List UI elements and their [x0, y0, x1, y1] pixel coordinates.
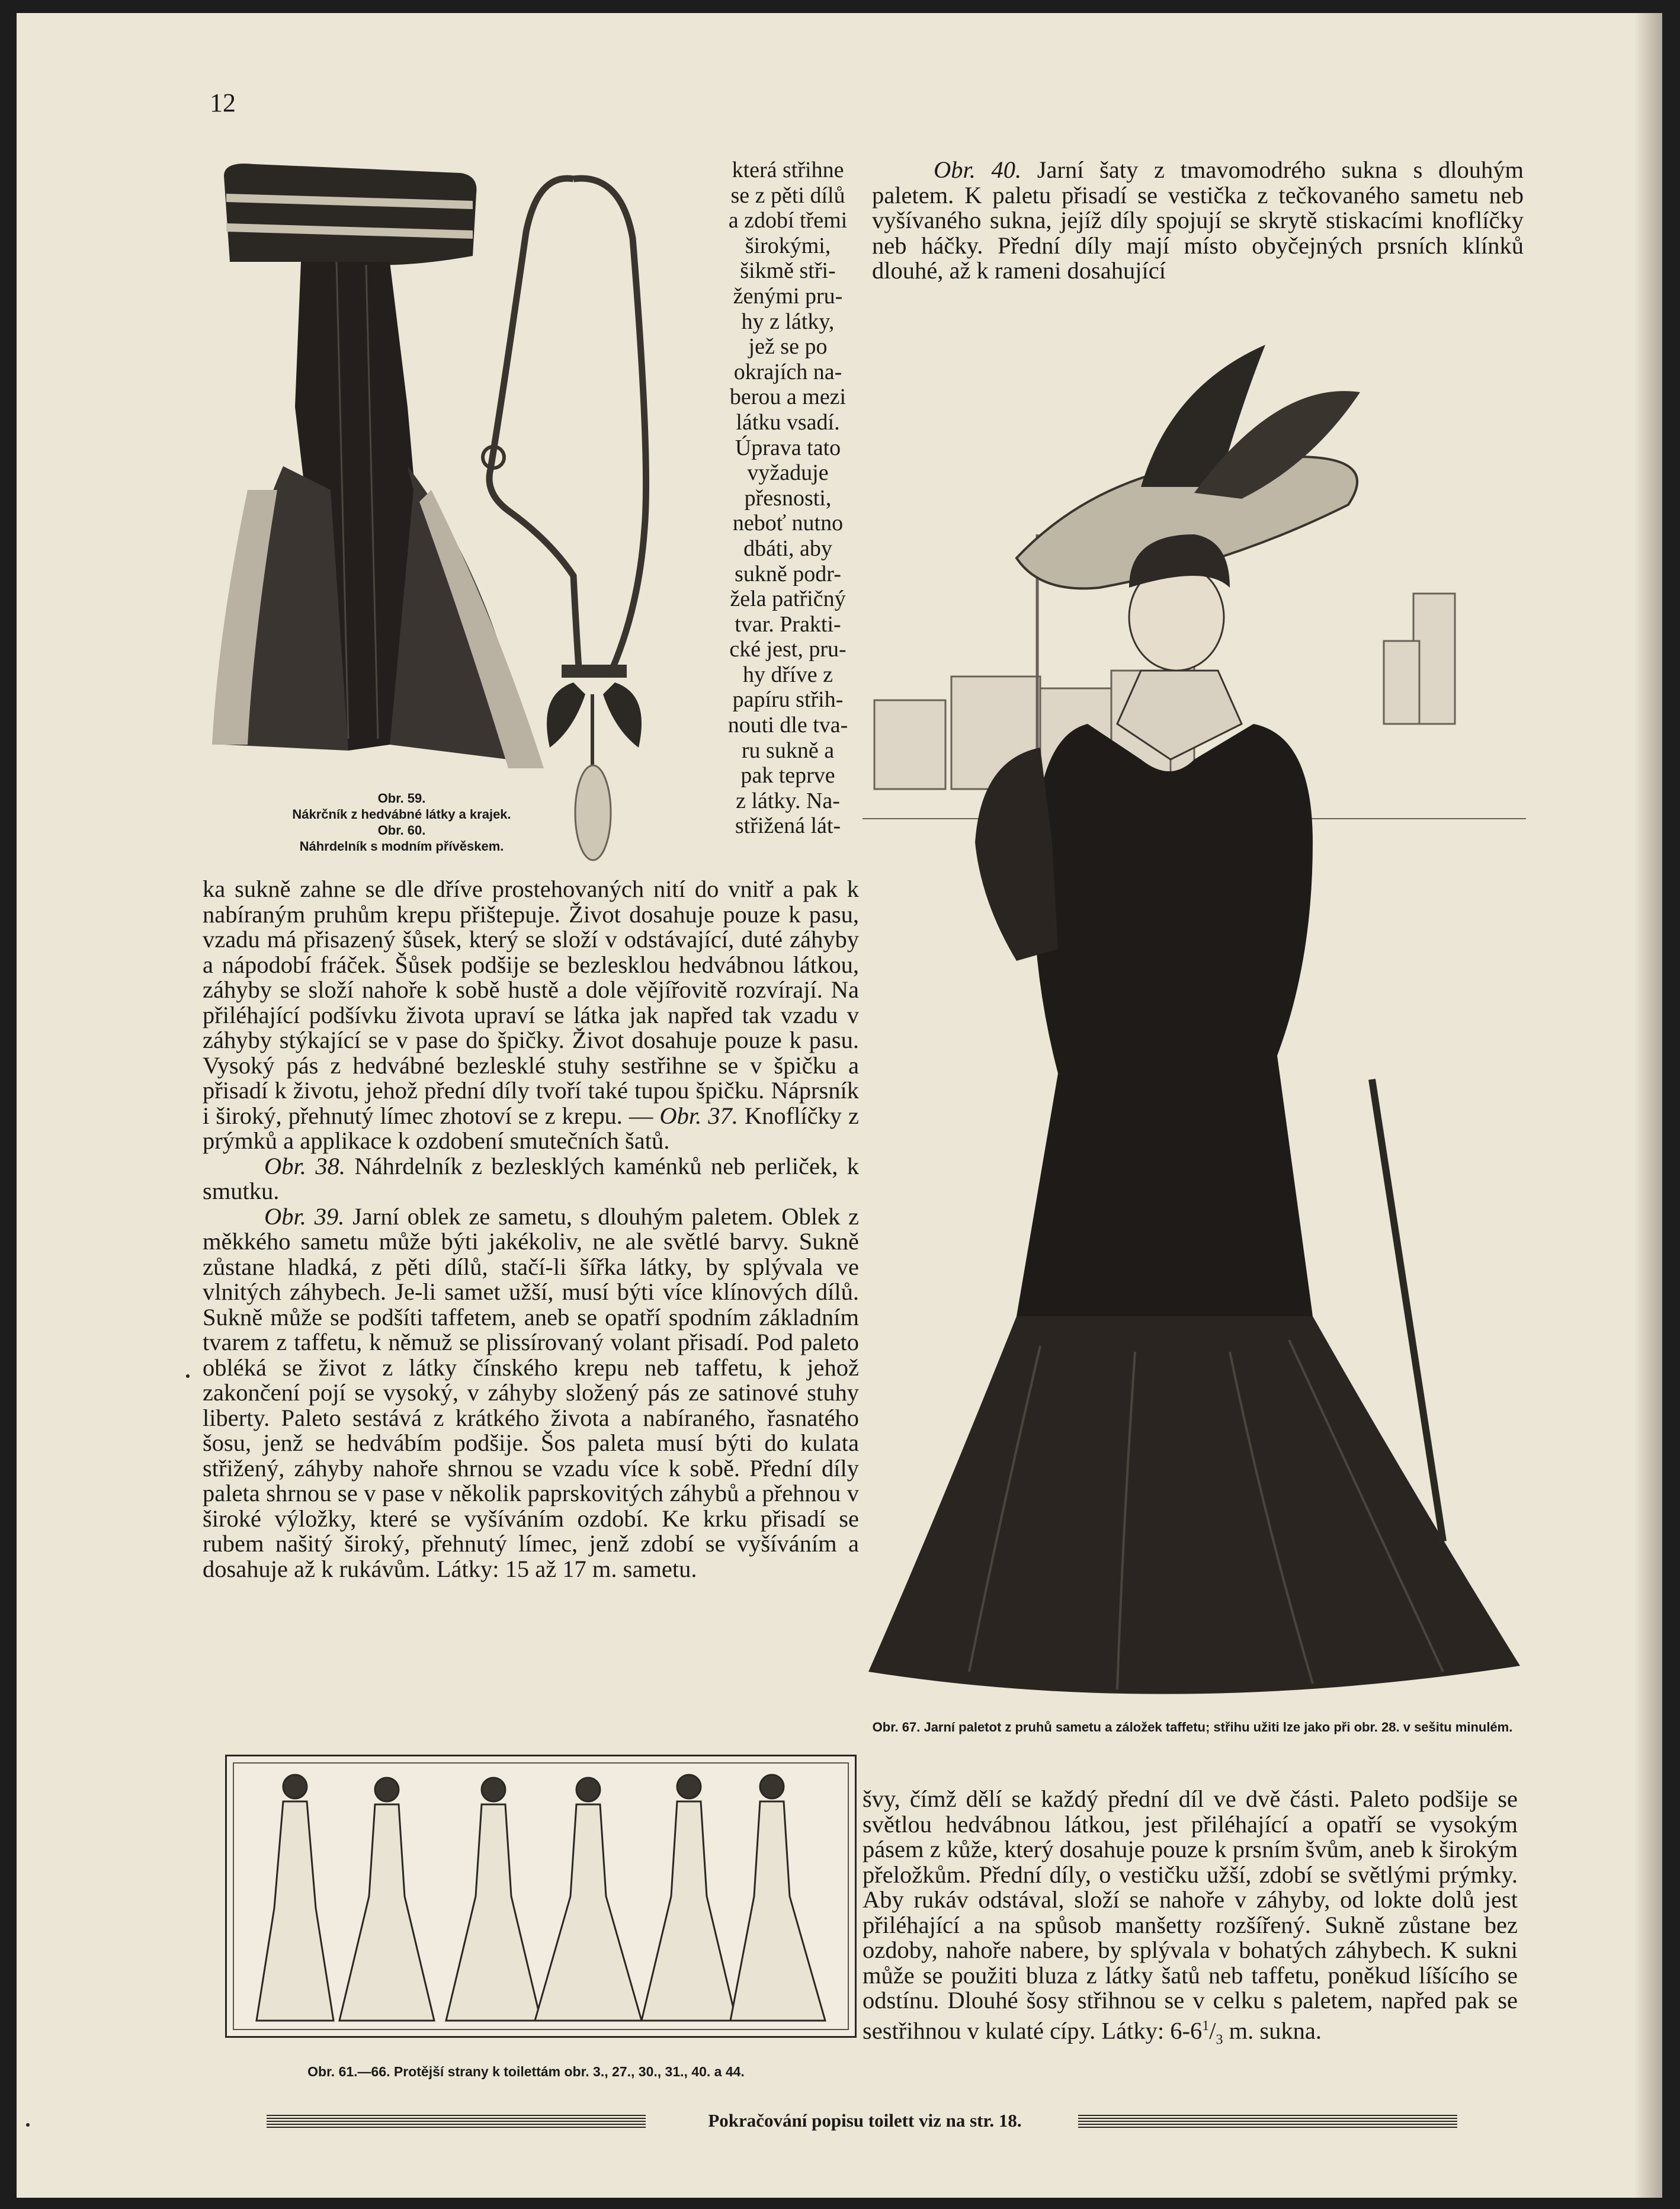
paragraph-obr-39 — [203, 1204, 859, 1582]
left-text-column — [203, 877, 859, 1582]
narrow-text-line: Úprava tato — [735, 435, 841, 460]
fraction-denominator: 3 — [1216, 2032, 1223, 2048]
narrow-text-line: a zdobí třemi — [728, 208, 848, 233]
narrow-text-line: šikmě stři- — [740, 258, 836, 284]
paragraph-text: m. sukna. — [1223, 2017, 1322, 2044]
narrow-text-line: hy z látky, — [741, 309, 835, 334]
caption-61-66: Obr. 61.—66. Protější strany k toilettám obr. 3., 27., 30., 31., 40. a 44. — [307, 2064, 745, 2079]
paragraph-obr-38 — [203, 1154, 859, 1204]
fraction-numerator: 1 — [1202, 2018, 1210, 2034]
narrow-text-column — [713, 158, 863, 839]
caption-59-text: Nákrčník z hedvábné látky a krajek. — [292, 807, 511, 822]
narrow-text-line: z látky. Na- — [736, 788, 840, 813]
necklace-illustration — [455, 161, 704, 866]
narrow-text-line: okrajích na- — [733, 359, 842, 384]
paragraph-text: švy, čímž dělí se každý přední díl ve dvě části. Paleto podšije se světlou hedvábnou látkou, jest přiléhající a opatří se vysokým pásem z kůže, který dosahuje pouze k prsním švům, aneb k širokým přeložkům. Přední díly, o vestičku užší, zdobí se světlými prýmky. Aby rukáv odstával, složí se nahoře v záhyby, od lokte dolů jest přiléhající a na spůsob manšetty rozšířený. Sukně zůstane bez ozdoby, nahoře nabere, by splývala v bohatých záhybech. K sukni může se použiti bluza z látky šatů neb taffetu, poněkud líšícího se odstínu. Dlouhé šosy střihnou se v celku s paletem, napřed pak se sestřihnou v kulaté cípy. Látky: 6-6 — [863, 1785, 1518, 2044]
figure-reference: Obr. 37. — [659, 1102, 738, 1129]
narrow-text-line: která střihne — [732, 158, 844, 182]
narrow-text-line: vyžaduje — [747, 460, 829, 486]
paragraph-text: Knoflíčky z prýmků a applikace k ozdobení smutečních šatů. — [203, 1102, 860, 1154]
fashion-plate-61-66 — [225, 1755, 857, 2038]
narrow-text-line: jež se po — [748, 334, 828, 360]
paragraph-continued — [203, 877, 859, 1154]
right-bottom-text — [863, 1787, 1518, 2053]
six-figures-illustration — [239, 1766, 843, 2027]
caption-60-number: Obr. 60. — [377, 823, 426, 838]
narrow-text-line: ženými pru- — [733, 283, 843, 309]
narrow-text-line: se z pěti dílů — [730, 182, 845, 208]
narrow-text-line: cké jest, pru- — [729, 637, 847, 662]
right-top-text — [872, 158, 1524, 284]
narrow-text-line: střižená lát- — [735, 813, 841, 839]
woman-in-paletot-illustration — [863, 309, 1526, 1713]
narrow-text-line: tvar. Prakti- — [735, 611, 841, 637]
figure-reference: Obr. 39. — [264, 1203, 345, 1230]
print-speck — [186, 1374, 190, 1378]
narrow-text-line: hy dříve z — [743, 662, 833, 687]
narrow-text-line: širokými, — [745, 233, 831, 258]
narrow-text-line: látku vsadí. — [736, 409, 840, 435]
narrow-text-line: sukně podr- — [735, 561, 841, 586]
paragraph-text: Náhrdelník z bezlesklých kaménků neb perliček, k smutku. — [203, 1152, 860, 1204]
footer-rule-left — [267, 2115, 646, 2128]
footer-rule-right — [1078, 2115, 1457, 2128]
caption-59-number: Obr. 59. — [377, 791, 426, 806]
caption-67: Obr. 67. Jarní paletot z pruhů sametu a záložek taffetu; střihu užiti lze jako při obr. 28. v sešitu minulém. — [872, 1720, 1513, 1735]
narrow-text-line: přesnosti, — [744, 485, 832, 511]
figure-reference: Obr. 40. — [934, 156, 1022, 183]
figure-reference: Obr. 38. — [264, 1152, 345, 1179]
print-speck — [26, 2123, 30, 2127]
paragraph-text: Jarní oblek ze sametu, s dlouhým paletem. Oblek z měkkého sametu může býti jakékoliv, ne ale světlé barvy. Sukně zůstane hladká, z pěti dílů, stačí-li šířka látky, by splývala ve vlnitých záhybech. Je-li samet užší, musí býti více klínových dílů. Sukně může se podšíti taffetem, aneb se opatří spodním základním tvarem z taffetu, k němuž se plissírovaný volant přisadí. Pod paleto obléká se život z látky čínského krepu neb taffetu, k jehož zakončení pojí se vysoký, v záhyby složený pás ze satinové stuhy liberty. Paleto sestává z krátkého života a nabíraného, řasnatého šosu, jenž se hedvábím podšije. Šos paleta musí býti do kulata střižený, záhyby nahoře shrnou se vzadu více k sobě. Přední díly paleta shrnou se v pase v několik paprskovitých záhybů a přehnou v široké výložky, které se vyšíváním ozdobí. Ke krku přisadí se rubem našitý široký, přehnutý límec, jenž zdobí se vyšíváním a dosahuje až k rukávům. Látky: 15 až 17 m. sametu. — [203, 1203, 859, 1582]
magazine-page — [17, 13, 1662, 2198]
caption-60-text: Náhrdelník s modním přívěskem. — [299, 839, 504, 854]
paragraph-obr-40 — [872, 158, 1524, 284]
narrow-text-line: dbáti, aby — [743, 536, 832, 561]
narrow-text-line: neboť nutno — [732, 511, 844, 536]
page-number: 12 — [210, 88, 236, 117]
footer-text: Pokračování popisu toilett viz na str. 18. — [708, 2110, 1022, 2131]
paragraph-text: ka sukně zahne se dle dříve prostehovaných nití do vnitř a pak k nabíraným pruhům krepu přištepuje. Život dosahuje pouze k pasu, vzadu má přisazený šůsek, který se složí v odstávající, duté záhyby a nápodobí fráček. Šůsek podšije se bezlesklou hedvábnou látkou, záhyby se složí nahoře k sobě hustě a dole vějířovitě rozvírají. Na přiléhající podšívku života upraví se látka jak napřed tak vzadu v záhyby stýkající se v pase do špičky. Život dosahuje pouze k pasu. Vysoký pás z hedvábné bezlesklé stuhy sestřihne se v špičku a přisadí k životu, jehož přední díly tvoří také tupou špičku. Náprsník i široký, přehnutý límec zhotoví se z krepu. — — [203, 876, 859, 1129]
figure-silhouette — [257, 1775, 334, 2021]
narrow-text-line: pak teprve — [740, 763, 835, 788]
figure-caption-59-60 — [212, 790, 591, 854]
continuation-footer — [267, 2108, 1457, 2137]
narrow-text-line: ru sukně a — [741, 738, 835, 763]
narrow-text-line: berou a mezi — [729, 384, 847, 410]
narrow-text-line: žela patřičný — [730, 586, 846, 612]
narrow-text-line: papíru střih- — [732, 687, 844, 713]
paragraph-continued: švy, čímž dělí se každý přední díl ve dvě části. Paleto podšije se světlou hedvábnou látkou, jest přiléhající a opatří se vysokým pásem z kůže, který dosahuje pouze k prsním švům, aneb k širokým přeložkům. Přední díly, o vestičku užší, zdobí se světlými prýmky. Aby rukáv odstával, složí se nahoře v záhyby, od lokte dolů jest přiléhající a na spůsob manšetty rozšířený. Sukně zůstane bez ozdoby, nahoře nabere, by splývala v bohatých záhybech. K sukni může se použiti bluza z látky šatů neb taffetu, poněkud líšícího se odstínu. Dlouhé šosy střihnou se v celku s paletem, napřed pak se sestřihnou v kulaté cípy. Látky: $6-6^1/_3$ m. sukna. — [863, 1785, 1518, 2048]
paragraph-text: Jarní šaty z tmavomodrého sukna s dlouhým paletem. K paletu přisadí se vestička z tečkovaného sametu neb vyšívaného sukna, jejíž díly spojují se skrytě stiskacími knoflíčky neb háčky. Přední díly mají místo obyčejných prsních klínků dlouhé, až k rameni dosahující — [872, 156, 1524, 284]
narrow-text-line: nouti dle tva- — [727, 713, 848, 738]
